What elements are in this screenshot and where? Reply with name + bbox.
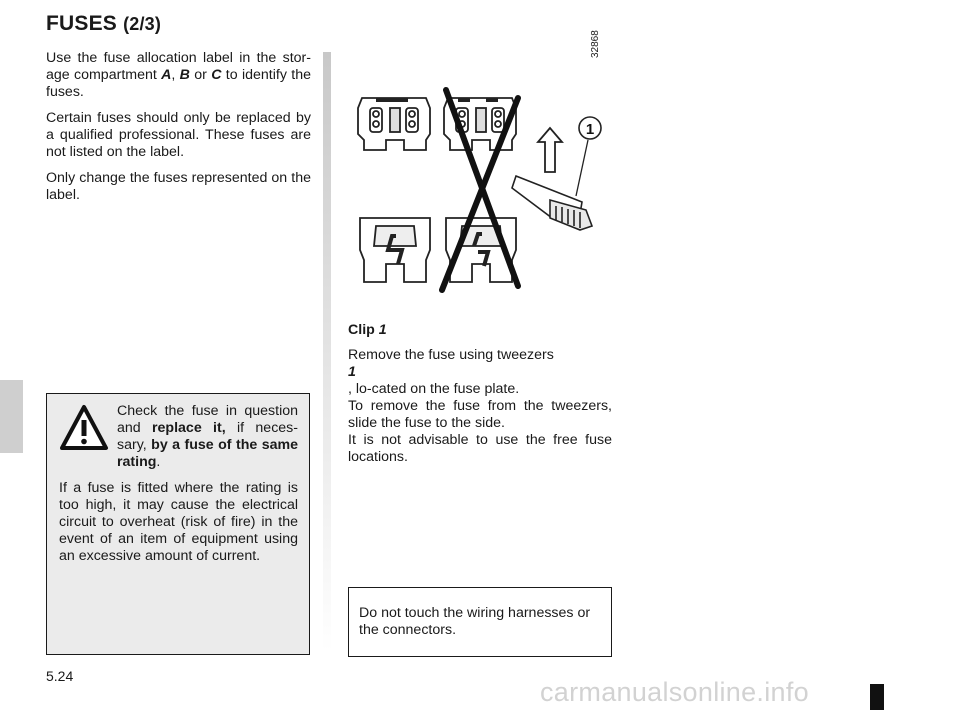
instruction-line-2: To remove the fuse from the tweezers, slide the fuse to the side.: [348, 398, 612, 431]
location-a: A: [161, 67, 172, 83]
warning-box: [46, 393, 310, 655]
up-arrow-icon: [538, 128, 562, 172]
instruction-line-3: It is not advisable to use the free fuse locations.: [348, 432, 612, 465]
location-b: B: [179, 67, 190, 83]
figure-number: 32868: [590, 30, 601, 58]
page-number: 5.24: [46, 668, 74, 684]
warning-lead: Check the fuse in question and replace it, if neces-sary, by a fuse of the same rating.: [117, 403, 298, 470]
clip-heading: Clip 1: [348, 322, 387, 338]
fuse-tweezers: [512, 176, 592, 230]
title-main: FUSES: [46, 12, 118, 35]
intro-paragraph: Use the fuse allocation label in the stor-age compartment A, B or C to identify the fuses.: [46, 50, 311, 100]
note-box: [348, 587, 612, 657]
section-tab: [0, 380, 23, 453]
page-title: [46, 12, 161, 36]
clip-instructions: [348, 347, 612, 466]
warning-body: If a fuse is fitted where the rating is too high, it may cause the electrical circuit to overheat (risk of fire) in the event of an item of equipment using an excessive amount of current.: [59, 480, 298, 564]
qualified-paragraph: Certain fuses should only be replaced by a qualified professional. These fuses are not listed on the label.: [46, 110, 311, 160]
warning-triangle-icon: [59, 404, 109, 452]
fuse-intact-left: [358, 98, 430, 150]
fuse-side-intact: [360, 218, 430, 282]
right-column: [348, 322, 612, 466]
title-part: (2/3): [123, 14, 162, 34]
left-column: [46, 50, 311, 213]
fuse-removal-figure: [346, 50, 612, 300]
instruction-line-1: Remove the fuse using tweezers 1 , lo-cated on the fuse plate.: [348, 347, 554, 397]
callout-leader: [576, 140, 588, 196]
label-paragraph: Only change the fuses represented on the label.: [46, 170, 311, 203]
location-c: C: [211, 67, 222, 83]
watermark: carmanualsonline.info: [540, 677, 809, 707]
page-corner-mark: [870, 684, 884, 710]
callout-number: 1: [585, 121, 595, 138]
column-divider: [323, 52, 331, 652]
note-text: Do not touch the wiring harnesses or the connectors.: [359, 605, 591, 638]
